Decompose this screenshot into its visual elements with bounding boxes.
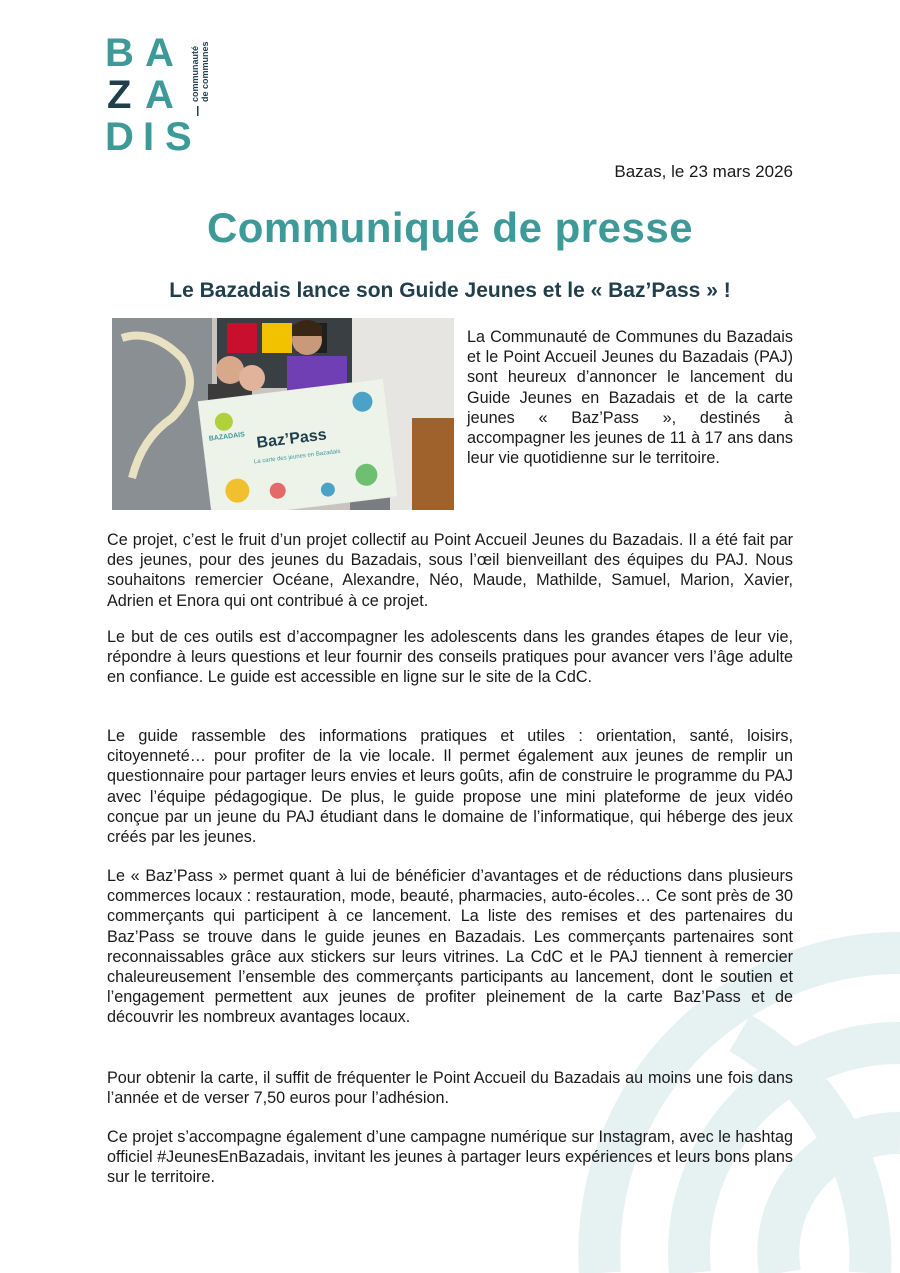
logo-letter-z: Z <box>107 73 132 117</box>
body-paragraph: Pour obtenir la carte, il suffit de fréquenter le Point Accueil du Bazadais au moins une fois dans l’année et de verser 7,50 euros pour l’adhésion. <box>107 1069 793 1108</box>
poster-title: Baz’Pass <box>255 426 328 452</box>
bazadais-logo <box>105 30 215 155</box>
poster-logo: BAZADAIS <box>208 431 246 443</box>
page-title: Communiqué de presse <box>206 204 694 251</box>
intro-paragraph: La Communauté de Communes du Bazadais et le Point Accueil Jeunes du Bazadais (PAJ) sont heureux d’annoncer le lancement du Guide Jeunes en Bazadais et de la carte jeunes « Baz’Pass », destinés à accompagner les jeunes de 11 à 17 ans dans leur vie quotidienne sur le territoire. <box>467 328 793 468</box>
logo-letter: D <box>105 115 134 155</box>
page-subtitle: Le Bazadais lance son Guide Jeunes et le « Baz’Pass » ! <box>169 279 731 302</box>
poster-subtitle: La carte des jeunes en Bazadais <box>253 448 341 466</box>
body-paragraph: Le guide rassemble des informations pratiques et utiles : orientation, santé, loisirs, citoyenneté… pour profiter de la vie locale. Il permet également aux jeunes de remplir un questionnaire pour partager leurs envies et leurs goûts, afin de construire le programme du PAJ avec l’équipe pédagogique. De plus, le guide propose une mini plateforme de jeux vidéo conçue par un jeune du PAJ étudiant dans le domaine de l’informatique, qui héberge des jeux créés par les jeunes. <box>107 727 793 847</box>
press-release-date: Bazas, le 23 mars 2026 <box>614 162 793 181</box>
body-paragraph: Le but de ces outils est d’accompagner les adolescents dans les grandes étapes de leur vie, répondre à leurs questions et leur fournir des conseils pratiques pour avancer vers l’âge adulte en confiance. Le guide est accessible en ligne sur le site de la CdC. <box>107 628 793 687</box>
logo-letter: I <box>143 115 155 155</box>
body-paragraph: Ce projet, c’est le fruit d’un projet collectif au Point Accueil Jeunes du Bazadais. Il a été fait par des jeunes, pour des jeunes du Bazadais, sous l’œil bienveillant des équipes du PAJ. Nous souhaitons remercier Océane, Alexandre, Néo, Maude, Mathilde, Samuel, Marion, Xavier, Adrien et Enora qui ont contribué à ce projet. <box>107 531 793 610</box>
logo-letter: A <box>145 31 174 75</box>
logo-letter: A <box>145 73 174 117</box>
logo-side-text: de communes <box>200 41 210 102</box>
press-photo <box>112 318 454 510</box>
logo-letter: S <box>165 115 192 155</box>
body-paragraph: Le « Baz’Pass » permet quant à lui de bénéficier d’avantages et de réductions dans plusieurs commerces locaux : restauration, mode, beauté, pharmacies, auto-écoles… Ce sont près de 30 commerçants qui participent à ce lancement. La liste des remises et des partenaires du Baz’Pass se trouve dans le guide jeunes en Bazadais. Les commerçants partenaires sont reconnaissables grâce aux stickers sur leurs vitrines. La CdC et le PAJ tiennent à remercier chaleureusement l’ensemble des commerçants participants au lancement, dont le soutien et l’engagement permettent aux jeunes de profiter pleinement de la carte Baz’Pass et de découvrir les nombreux avantages locaux. <box>107 867 793 1027</box>
body-paragraph: Ce projet s’accompagne également d’une campagne numérique sur Instagram, avec le hashtag officiel #JeunesEnBazadais, invitant les jeunes à partager leurs expériences et leurs bons plans sur le territoire. <box>107 1128 793 1187</box>
logo-letter: B <box>105 31 134 75</box>
logo-side-text: communauté <box>190 45 200 102</box>
